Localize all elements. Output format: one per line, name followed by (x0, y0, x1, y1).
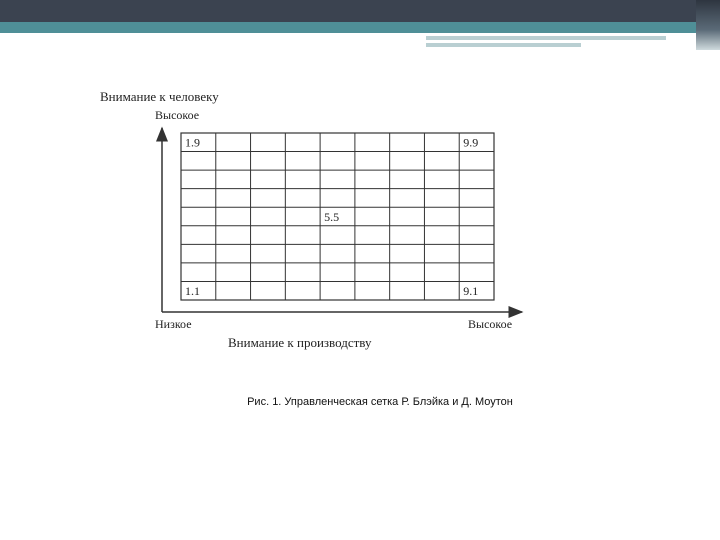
y-axis-title: Внимание к человеку (100, 89, 219, 104)
grid-cell-labels (185, 136, 478, 298)
grid-cell-label: 9.9 (463, 135, 479, 150)
x-high-label: Высокое (468, 317, 513, 331)
x-axis-title: Внимание к производству (228, 335, 372, 350)
grid-cell-label: 1.1 (185, 284, 200, 298)
grid-cell-label: 1.9 (185, 135, 200, 150)
grid-cell-label: 5.5 (324, 209, 340, 224)
y-high-label: Высокое (155, 108, 200, 122)
grid-cell-label: 9.1 (463, 284, 479, 298)
x-low-label: Низкое (155, 317, 192, 331)
figure-caption: Рис. 1. Управленческая сетка Р. Блэйка и Д. Моутон (247, 396, 513, 408)
